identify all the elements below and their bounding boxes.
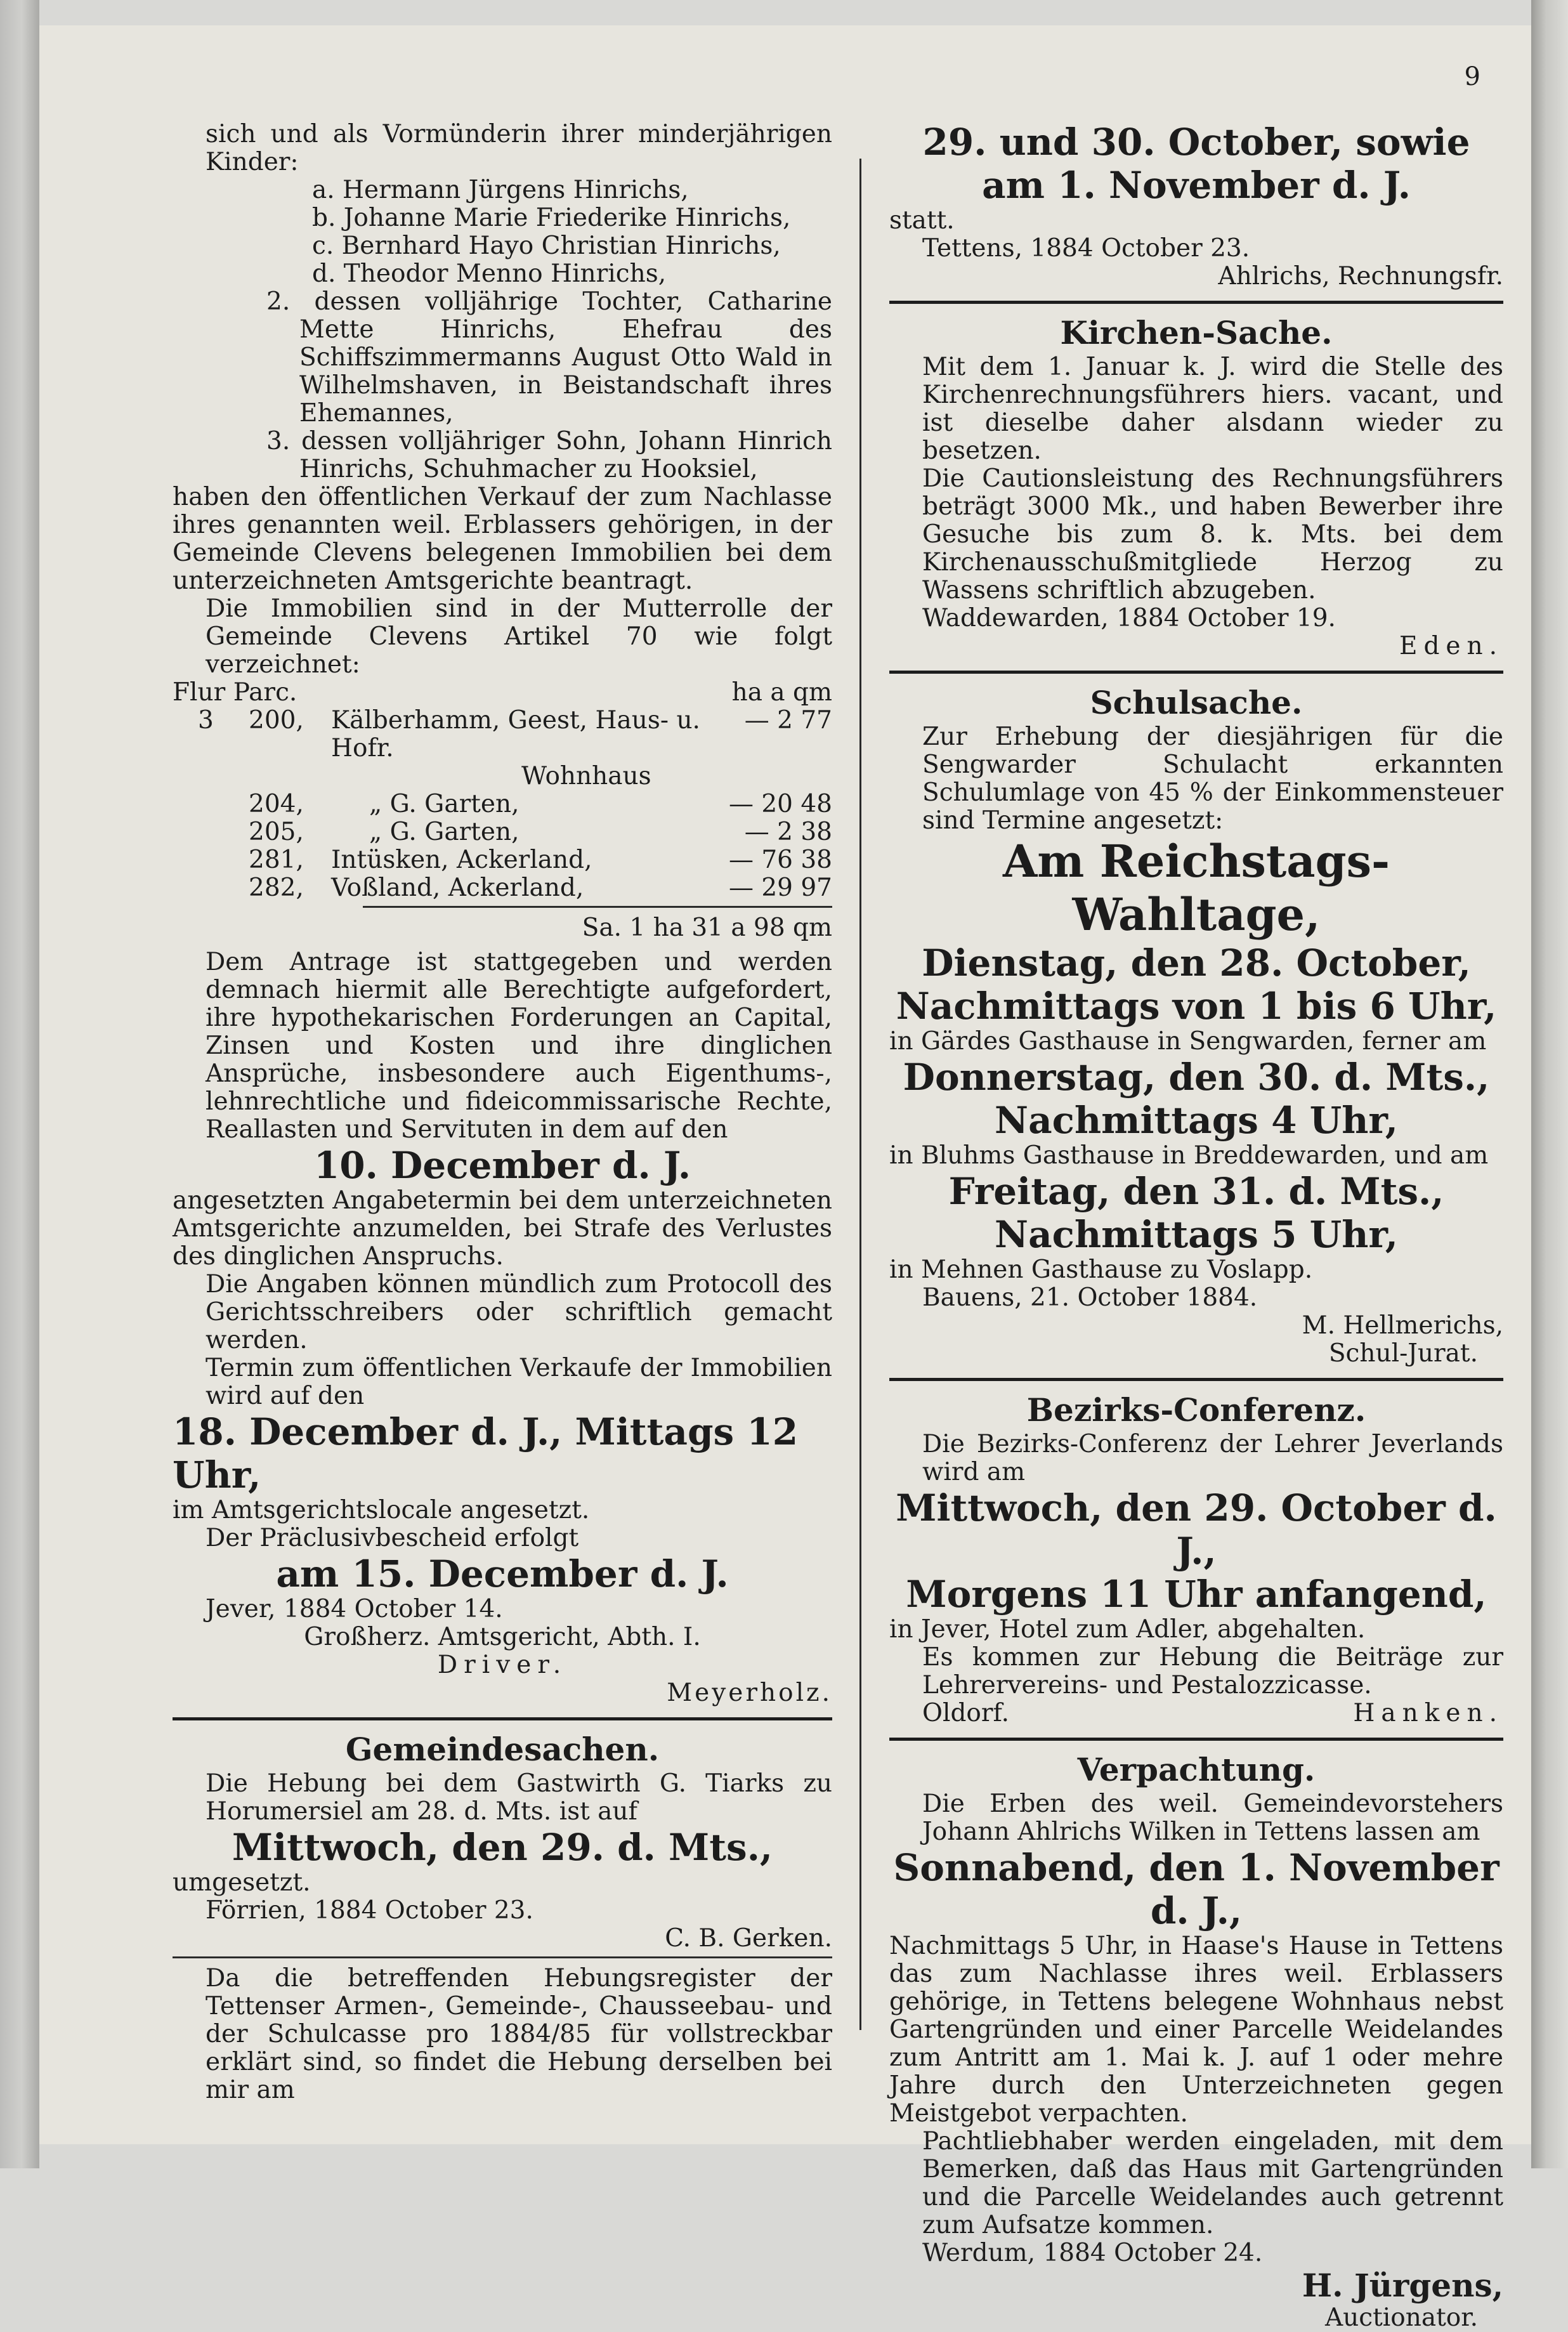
- gemeinde-text: Die Hebung bei dem Gastwirth G. Tiarks zu Horumersiel am 28. d. Mts. ist auf: [206, 1769, 832, 1826]
- table-row: [173, 763, 832, 790]
- table-header: [173, 679, 832, 707]
- schul-signature-title: Schul-Jurat.: [1328, 1339, 1478, 1368]
- claim-date-after: angesetzten Angabetermin bei dem unterzeichneten Amtsgerichte anzumelden, bei Strafe des Verlustes des dinglichen Anspruchs.: [173, 1186, 832, 1271]
- table-row: [173, 790, 832, 818]
- table-row: [173, 818, 832, 846]
- parcel-area: — 29 97: [728, 874, 832, 902]
- book-binding: [0, 0, 39, 2168]
- schul-time-3: Nachmittags 5 Uhr,: [995, 1213, 1398, 1256]
- petition-text: haben den öffentlichen Verkauf der zum Nachlasse ihres genannten weil. Erblassers gehörigen, in der Gemeinde Clevens belegenen Immobilien bei dem unterzeichneten Amtsgerichte beantragt.: [173, 483, 832, 595]
- bezirk-date: Mittwoch, den 29. October d. J.,: [896, 1486, 1497, 1573]
- verp-heading: Verpachtung.: [1077, 1751, 1316, 1788]
- schul-location-1: in Gärdes Gasthause in Sengwarden, ferner am: [889, 1027, 1487, 1056]
- kirchen-text-2: Die Cautionsleistung des Rechnungsführers beträgt 3000 Mk., und haben Bewerber ihre Gesuche bis zum 8. k. Mts. bei dem Kirchenausschußmitgliede Herzog zu Wassens schriftlich abzugeben.: [922, 464, 1503, 605]
- parcel-number: 200,: [249, 706, 304, 735]
- collection-signature: Ahlrichs, Rechnungsfr.: [1218, 262, 1503, 291]
- heir-3: 3. dessen volljähriger Sohn, Johann Hinrich Hinrichs, Schuhmacher zu Hooksiel,: [266, 427, 832, 483]
- column-divider: [859, 159, 861, 2030]
- section-rule: [889, 1378, 1503, 1381]
- parcel-desc: Intüsken, Ackerland,: [331, 846, 592, 874]
- schul-place: Bauens, 21. October 1884.: [922, 1283, 1258, 1312]
- kirchen-place: Waddewarden, 1884 October 19.: [922, 604, 1336, 632]
- court-place-date: Jever, 1884 October 14.: [206, 1595, 503, 1623]
- parcel-number: 205,: [249, 818, 304, 846]
- page-number: 9: [1464, 62, 1480, 91]
- schul-time-2: Nachmittags 4 Uhr,: [995, 1099, 1398, 1142]
- table-row: [173, 874, 832, 902]
- parcel-area: — 20 48: [728, 790, 832, 818]
- schul-day-2: Donnerstag, den 30. d. Mts.,: [903, 1056, 1490, 1099]
- parcel-flur: [173, 818, 249, 846]
- schul-heading: Schulsache.: [1090, 684, 1303, 721]
- verp-place: Werdum, 1884 October 24.: [922, 2239, 1263, 2267]
- gemeinde-place: Förrien, 1884 October 23.: [206, 1896, 533, 1925]
- parcel-flur: [173, 763, 249, 790]
- parcel-desc: Voßland, Ackerland,: [331, 874, 584, 902]
- parcel-area: — 76 38: [728, 846, 832, 874]
- schul-day-3: Freitag, den 31. d. Mts.,: [948, 1170, 1444, 1213]
- sale-intro: Termin zum öffentlichen Verkaufe der Immobilien wird auf den: [206, 1354, 832, 1410]
- bezirk-text: Die Bezirks-Conferenz der Lehrer Jeverlands wird am: [922, 1430, 1503, 1486]
- section-rule: [173, 1717, 832, 1720]
- collection-place: Tettens, 1884 October 23.: [922, 234, 1250, 263]
- schul-location-3: in Mehnen Gasthause zu Voslapp.: [889, 1255, 1313, 1284]
- tettens-text: Da die betreffenden Hebungsregister der Tettenser Armen-, Gemeinde-, Chausseebau- und der Schulcasse pro 1884/85 für vollstreckbar erklärt sind, so findet die Hebung derselben bei mir am: [206, 1964, 832, 2104]
- section-rule: [173, 1956, 832, 1958]
- schul-big-date: Am Reichstags-Wahltage,: [1002, 835, 1390, 941]
- table-sum-rule: [363, 906, 832, 908]
- section-rule: [889, 301, 1503, 304]
- schul-text: Zur Erhebung der diesjährigen für die Sengwarder Schulacht erkannten Schulumlage von 45 % der Einkommensteuer sind Termine angesetzt:: [922, 723, 1503, 835]
- child-a: a. Hermann Jürgens Hinrichs,: [312, 176, 689, 204]
- parcel-desc: Wohnhaus: [521, 762, 651, 790]
- collection-after: statt.: [889, 206, 955, 235]
- parcel-flur: [173, 790, 249, 818]
- summons-text: Dem Antrage ist stattgegeben und werden demnach hiermit alle Berechtigte aufgefordert, ihre hypothekarischen Forderungen an Capital, Zinsen und Kosten und ihre dinglichen Ansprüche, insbesondere auch Eigenthums-, lehnrechtliche und fideicommissarische Rechte, Reallasten und Servituten in dem auf den: [206, 948, 832, 1144]
- claim-date: 10. December d. J.: [313, 1144, 691, 1187]
- page-edge: [1531, 0, 1568, 2168]
- gemeinde-after: umgesetzt.: [173, 1868, 311, 1897]
- kirchen-heading: Kirchen-Sache.: [1060, 314, 1333, 351]
- left-column: [173, 121, 832, 2104]
- schul-location-2: in Bluhms Gasthause in Breddewarden, und am: [889, 1141, 1489, 1170]
- gemeinde-date: Mittwoch, den 29. d. Mts.,: [232, 1826, 773, 1869]
- parcel-table: [173, 679, 832, 902]
- parcel-flur: 3: [198, 706, 214, 735]
- sale-date: 18. December d. J., Mittags 12 Uhr,: [173, 1410, 799, 1497]
- schul-time-1: Nachmittags von 1 bis 6 Uhr,: [896, 985, 1497, 1028]
- parcel-number: 204,: [249, 790, 304, 818]
- bezirk-signature: Hanken.: [1353, 1699, 1503, 1727]
- bezirk-place: Oldorf.: [922, 1699, 1009, 1727]
- parcel-total: Sa. 1 ha 31 a 98 qm: [582, 914, 832, 942]
- child-d: d. Theodor Menno Hinrichs,: [312, 259, 667, 288]
- child-b: b. Johanne Marie Friederike Hinrichs,: [312, 204, 791, 232]
- section-rule: [889, 671, 1503, 674]
- bezirk-time: Morgens 11 Uhr anfangend,: [906, 1573, 1487, 1616]
- bezirk-location: in Jever, Hotel zum Adler, abgehalten.: [889, 1615, 1366, 1644]
- table-row: [173, 707, 832, 763]
- child-c: c. Bernhard Hayo Christian Hinrichs,: [312, 232, 781, 260]
- verp-signature-name: H. Jürgens,: [1302, 2267, 1503, 2304]
- protocol-text: Die Angaben können mündlich zum Protocoll des Gerichtsschreibers oder schriftlich gemacht werden.: [206, 1270, 832, 1354]
- verp-date: Sonnabend, den 1. November d. J.,: [893, 1846, 1499, 1932]
- verp-text-2: Nachmittags 5 Uhr, in Haase's Hause in Tettens das zum Nachlasse ihres weil. Erblassers gehörige, in Tettens belegene Wohnhaus nebst Gartengründen und einer Parcelle Weidelandes zum Antritt am 1. Mai k. J. auf 1 oder mehre Jahre durch den Unterzeichneten gegen Meistgebot verpachten.: [889, 1932, 1503, 2128]
- preclusion-date: am 15. December d. J.: [276, 1552, 729, 1595]
- section-rule: [889, 1738, 1503, 1741]
- header-flur-parc: Flur Parc.: [173, 678, 297, 707]
- parcel-area: [705, 763, 832, 790]
- schul-signature-name: M. Hellmerichs,: [1302, 1311, 1503, 1340]
- parcel-number: [249, 763, 331, 790]
- bezirk-text-2: Es kommen zur Hebung die Beiträge zur Lehrervereins- und Pestalozzicasse.: [922, 1643, 1503, 1700]
- right-column: [889, 121, 1503, 2332]
- header-unit: ha a qm: [731, 678, 832, 707]
- kirchen-text-1: Mit dem 1. Januar k. J. wird die Stelle des Kirchenrechnungsführers hiers. vacant, und ist dieselbe daher alsdann wieder zu besetzen.: [922, 353, 1503, 465]
- verp-signature-title: Auctionator.: [1324, 2303, 1478, 2332]
- schul-day-1: Dienstag, den 28. October,: [922, 941, 1471, 985]
- heirs-intro: sich und als Vormünderin ihrer minderjährigen Kinder:: [206, 120, 832, 176]
- parcel-desc: „ G. Garten,: [369, 818, 519, 846]
- parcel-area: — 2 38: [744, 818, 832, 846]
- judge-signature: Driver.: [437, 1651, 568, 1679]
- gemeinde-signature: C. B. Gerken.: [665, 1924, 832, 1953]
- clerk-signature: Meyerholz.: [667, 1679, 832, 1707]
- court-name: Großherz. Amtsgericht, Abth. I.: [304, 1623, 701, 1651]
- verp-text-1: Die Erben des weil. Gemeindevorstehers Johann Ahlrichs Wilken in Tettens lassen am: [922, 1790, 1503, 1846]
- bezirk-footer: [889, 1700, 1503, 1727]
- preclusion-text: Der Präclusivbescheid erfolgt: [206, 1524, 579, 1552]
- bezirk-heading: Bezirks-Conferenz.: [1026, 1391, 1366, 1429]
- sale-date-after: im Amtsgerichtslocale angesetzt.: [173, 1496, 590, 1524]
- parcel-desc: „ G. Garten,: [369, 790, 519, 818]
- parcel-desc: Kälberhamm, Geest, Haus- u. Hofr.: [331, 706, 700, 763]
- verp-text-3: Pachtliebhaber werden eingeladen, mit dem Bemerken, daß das Haus mit Gartengründen und die Parcelle Weidelandes auch getrennt zum Aufsatze kommen.: [922, 2127, 1503, 2239]
- collection-dates: 29. und 30. October, sowie am 1. November d. J.: [922, 121, 1470, 207]
- table-row: [173, 846, 832, 874]
- parcel-area: — 2 77: [744, 706, 832, 735]
- register-intro: Die Immobilien sind in der Mutterrolle der Gemeinde Clevens Artikel 70 wie folgt verzeichnet:: [206, 594, 832, 679]
- parcel-flur: [173, 874, 249, 902]
- parcel-number: 281,: [249, 846, 304, 874]
- heir-2: 2. dessen volljährige Tochter, Catharine Mette Hinrichs, Ehefrau des Schiffszimmermanns August Otto Wald in Wilhelmshaven, in Beistandschaft ihres Ehemannes,: [266, 287, 832, 428]
- gemeinde-heading: Gemeindesachen.: [345, 1731, 660, 1768]
- parcel-number: 282,: [249, 874, 304, 902]
- parcel-flur: [173, 846, 249, 874]
- kirchen-signature: Eden.: [1399, 632, 1503, 660]
